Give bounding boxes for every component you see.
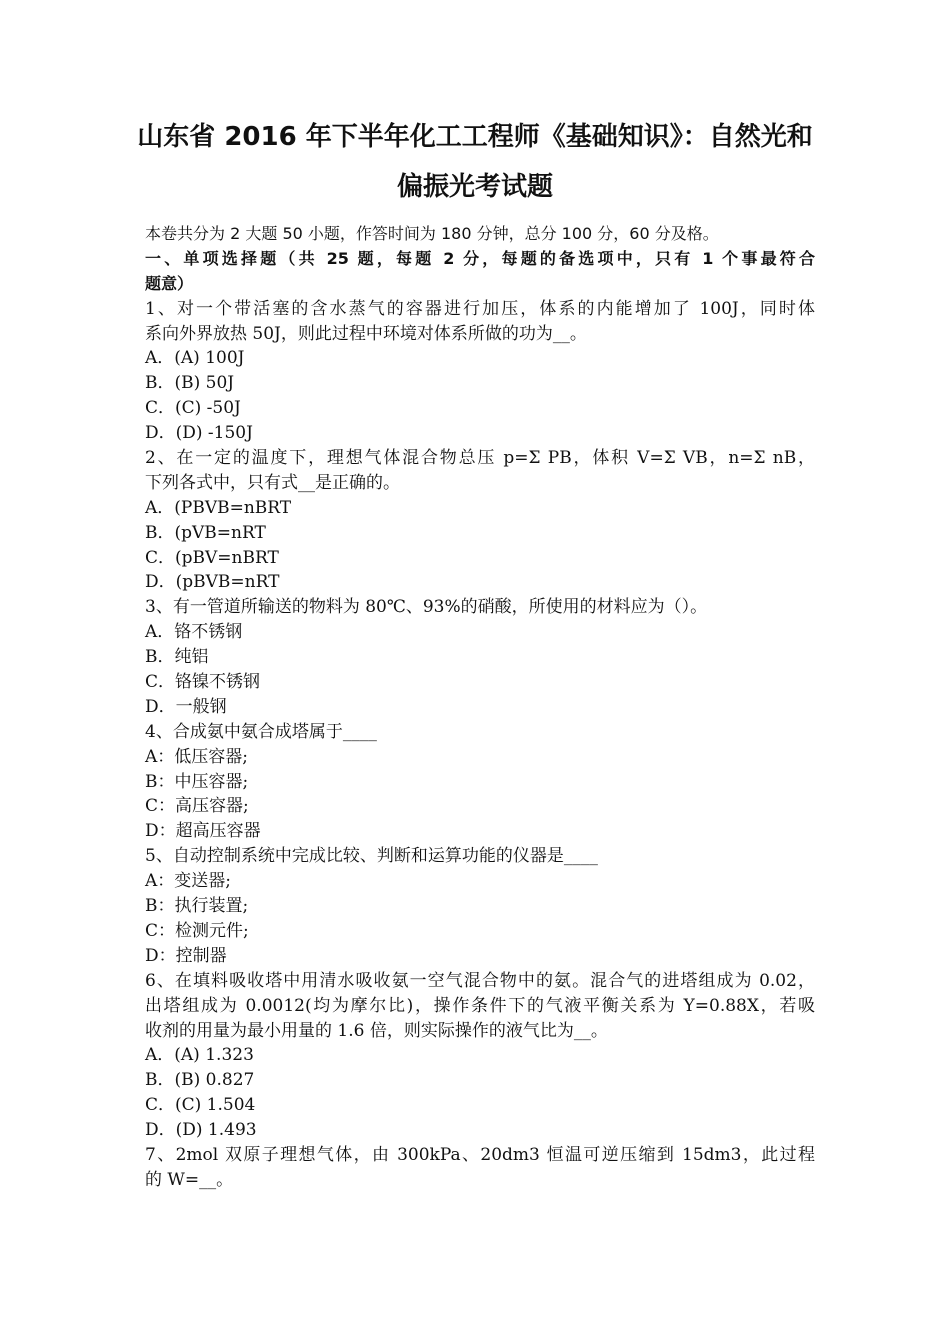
- answer-option: C．铬镍不锈钢: [145, 672, 261, 693]
- exam-intro: 本卷共分为 2 大题 50 小题，作答时间为 180 分钟，总分 100 分，60 分及格。: [145, 224, 719, 243]
- answer-option: D．(D) -150J: [145, 423, 253, 444]
- answer-option: C．(C) -50J: [145, 398, 241, 419]
- answer-option: B．(B) 0.827: [145, 1070, 255, 1091]
- question-stem: 6、在填料吸收塔中用清水吸收氨一空气混合物中的氨。混合气的进塔组成为 0.02，: [145, 970, 815, 991]
- answer-option: D：控制器: [145, 945, 227, 966]
- answer-option: C：高压容器;: [145, 796, 249, 817]
- answer-option: C：检测元件;: [145, 920, 249, 941]
- document-title-line-2: 偏振光考试题: [396, 172, 553, 202]
- answer-option: A．(A) 1.323: [145, 1045, 254, 1066]
- answer-option: B．(pVB=nRT: [145, 522, 266, 543]
- section-heading-line-2: 题意）: [145, 273, 194, 293]
- document-body: [145, 222, 815, 1193]
- question-stem: 下列各式中，只有式__是正确的。: [145, 472, 400, 493]
- question-4: [145, 720, 815, 844]
- question-stem: 3、有一管道所输送的物料为 80℃、93%的硝酸，所使用的材料应为（）。: [145, 597, 708, 618]
- answer-option: A．(A) 100J: [145, 348, 245, 369]
- question-5: [145, 844, 815, 968]
- question-stem: 2、在一定的温度下，理想气体混合物总压 p=Σ PB，体积 V=Σ VB，n=Σ nB，: [145, 448, 816, 469]
- answer-option: B．纯铝: [145, 647, 209, 668]
- question-3: [145, 595, 815, 719]
- question-6: [145, 969, 815, 1143]
- answer-option: A：低压容器;: [145, 746, 249, 767]
- question-stem: 的 W=__。: [145, 1169, 234, 1190]
- document-title-line-1: 山东省 2016 年下半年化工工程师《基础知识》：自然光和: [137, 122, 813, 152]
- question-list: [145, 297, 815, 1193]
- answer-option: C．(C) 1.504: [145, 1095, 256, 1116]
- question-stem: 系向外界放热 50J，则此过程中环境对体系所做的功为__。: [145, 323, 587, 344]
- answer-option: A．(PBVB=nBRT: [145, 497, 292, 518]
- answer-option: C．(pBV=nBRT: [145, 547, 279, 568]
- answer-option: B：中压容器;: [145, 771, 249, 792]
- answer-option: D．一般钢: [145, 696, 227, 717]
- answer-option: D．(D) 1.493: [145, 1120, 257, 1141]
- question-stem: 收剂的用量为最小用量的 1.6 倍，则实际操作的液气比为__。: [145, 1020, 608, 1041]
- question-stem: 5、自动控制系统中完成比较、判断和运算功能的仪器是____: [145, 846, 598, 867]
- question-stem: 出塔组成为 0.0012(均为摩尔比)，操作条件下的气液平衡关系为 Y=0.88X，若吸: [145, 995, 815, 1016]
- answer-option: B：执行装置;: [145, 896, 249, 917]
- answer-option: D．(pBVB=nRT: [145, 572, 280, 593]
- section-heading-line-1: 一、单项选择题（共 25 题，每题 2 分，每题的备选项中，只有 1 个事最符合: [145, 248, 815, 268]
- answer-option: D：超高压容器: [145, 821, 261, 842]
- question-1: [145, 297, 815, 446]
- question-stem: 4、合成氨中氨合成塔属于____: [145, 721, 377, 742]
- question-stem: 7、2mol 双原子理想气体，由 300kPa、20dm3 恒温可逆压缩到 15dm3，此过程: [145, 1144, 815, 1165]
- answer-option: A．铬不锈钢: [145, 622, 243, 643]
- answer-option: B．(B) 50J: [145, 373, 235, 394]
- question-7: [145, 1143, 815, 1193]
- question-2: [145, 446, 815, 595]
- answer-option: A：变送器;: [145, 871, 232, 892]
- question-stem: 1、对一个带活塞的含水蒸气的容器进行加压，体系的内能增加了 100J，同时体: [145, 298, 815, 319]
